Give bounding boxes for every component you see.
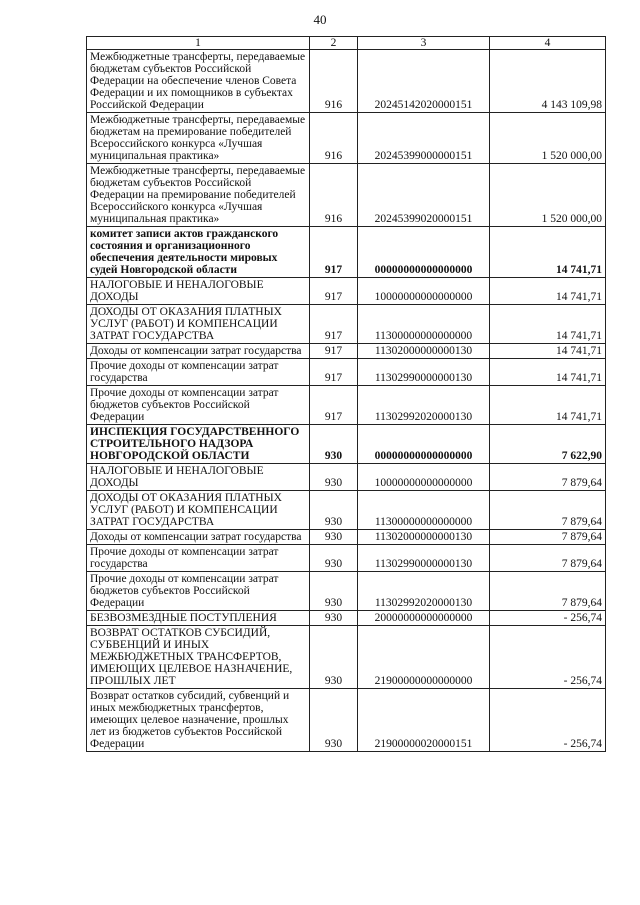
row-amount-cell: 7 879,64 (490, 491, 606, 530)
row-name-cell: ДОХОДЫ ОТ ОКАЗАНИЯ ПЛАТНЫХ УСЛУГ (РАБОТ) И КОМПЕНСАЦИИ ЗАТРАТ ГОСУДАРСТВА (87, 305, 310, 344)
row-kbk-cell: 20245399020000151 (358, 164, 490, 227)
table-row (87, 626, 606, 689)
table-row (87, 113, 606, 164)
table-row (87, 545, 606, 572)
row-code-cell: 930 (310, 491, 358, 530)
table-row (87, 386, 606, 425)
row-kbk-cell: 11302992020000130 (358, 572, 490, 611)
row-kbk-cell: 20245399000000151 (358, 113, 490, 164)
table-row (87, 305, 606, 344)
row-amount-cell: 4 143 109,98 (490, 50, 606, 113)
row-amount-cell: 14 741,71 (490, 305, 606, 344)
row-code-cell: 930 (310, 689, 358, 752)
row-amount-cell: 1 520 000,00 (490, 113, 606, 164)
row-amount-cell: 14 741,71 (490, 278, 606, 305)
row-kbk-cell: 11300000000000000 (358, 491, 490, 530)
row-code-cell: 930 (310, 611, 358, 626)
table-row (87, 344, 606, 359)
table-header-row (87, 37, 606, 50)
row-name-cell: Межбюджетные трансферты, передаваемые бюджетам на премирование победителей Всероссийского конкурса «Лучшая муниципальная практика» (87, 113, 310, 164)
row-code-cell: 930 (310, 425, 358, 464)
table-row (87, 164, 606, 227)
row-amount-cell: 1 520 000,00 (490, 164, 606, 227)
table-row (87, 359, 606, 386)
table-row (87, 50, 606, 113)
row-kbk-cell: 11302000000000130 (358, 530, 490, 545)
row-amount-cell: 7 622,90 (490, 425, 606, 464)
table-row (87, 227, 606, 278)
row-name-cell: комитет записи актов гражданского состояния и организационного обеспечения деятельности мировых судей Новгородской области (87, 227, 310, 278)
row-code-cell: 917 (310, 344, 358, 359)
row-name-cell: Доходы от компенсации затрат государства (87, 530, 310, 545)
table-row (87, 611, 606, 626)
row-code-cell: 930 (310, 464, 358, 491)
table-row (87, 491, 606, 530)
table-body (87, 50, 606, 752)
row-name-cell: НАЛОГОВЫЕ И НЕНАЛОГОВЫЕ ДОХОДЫ (87, 464, 310, 491)
row-amount-cell: 7 879,64 (490, 545, 606, 572)
column-header-1: 1 (87, 37, 310, 50)
row-name-cell: Межбюджетные трансферты, передаваемые бюджетам субъектов Российской Федерации на премирование победителей Всероссийского конкурса «Лучшая муниципальная практика» (87, 164, 310, 227)
row-name-cell: Прочие доходы от компенсации затрат бюджетов субъектов Российской Федерации (87, 572, 310, 611)
row-kbk-cell: 00000000000000000 (358, 425, 490, 464)
row-amount-cell: 7 879,64 (490, 464, 606, 491)
table-row (87, 464, 606, 491)
row-kbk-cell: 11302990000000130 (358, 359, 490, 386)
row-amount-cell: 7 879,64 (490, 530, 606, 545)
row-name-cell: БЕЗВОЗМЕЗДНЫЕ ПОСТУПЛЕНИЯ (87, 611, 310, 626)
row-kbk-cell: 00000000000000000 (358, 227, 490, 278)
row-name-cell: ДОХОДЫ ОТ ОКАЗАНИЯ ПЛАТНЫХ УСЛУГ (РАБОТ) И КОМПЕНСАЦИИ ЗАТРАТ ГОСУДАРСТВА (87, 491, 310, 530)
table-row (87, 572, 606, 611)
column-header-4: 4 (490, 37, 606, 50)
row-name-cell: Возврат остатков субсидий, субвенций и иных межбюджетных трансфертов, имеющих целевое назначение, прошлых лет из бюджетов субъектов Российской Федерации (87, 689, 310, 752)
row-code-cell: 930 (310, 545, 358, 572)
row-amount-cell: 14 741,71 (490, 359, 606, 386)
row-code-cell: 930 (310, 530, 358, 545)
row-kbk-cell: 10000000000000000 (358, 278, 490, 305)
row-code-cell: 930 (310, 626, 358, 689)
row-kbk-cell: 11300000000000000 (358, 305, 490, 344)
row-amount-cell: 7 879,64 (490, 572, 606, 611)
row-kbk-cell: 21900000000000000 (358, 626, 490, 689)
column-header-3: 3 (358, 37, 490, 50)
row-amount-cell: 14 741,71 (490, 386, 606, 425)
table-row (87, 425, 606, 464)
row-name-cell: Межбюджетные трансферты, передаваемые бюджетам субъектов Российской Федерации на обеспечение членов Совета Федерации и их помощников в субъектах Российской Федерации (87, 50, 310, 113)
row-name-cell: Прочие доходы от компенсации затрат бюджетов субъектов Российской Федерации (87, 386, 310, 425)
row-code-cell: 916 (310, 164, 358, 227)
row-code-cell: 917 (310, 278, 358, 305)
row-kbk-cell: 21900000020000151 (358, 689, 490, 752)
table-row (87, 530, 606, 545)
page-number: 40 (313, 12, 327, 27)
row-code-cell: 917 (310, 386, 358, 425)
row-kbk-cell: 11302000000000130 (358, 344, 490, 359)
row-kbk-cell: 20245142020000151 (358, 50, 490, 113)
row-kbk-cell: 11302992020000130 (358, 386, 490, 425)
row-amount-cell: - 256,74 (490, 611, 606, 626)
row-name-cell: НАЛОГОВЫЕ И НЕНАЛОГОВЫЕ ДОХОДЫ (87, 278, 310, 305)
column-header-2: 2 (310, 37, 358, 50)
row-kbk-cell: 11302990000000130 (358, 545, 490, 572)
row-code-cell: 916 (310, 113, 358, 164)
row-amount-cell: - 256,74 (490, 689, 606, 752)
row-kbk-cell: 20000000000000000 (358, 611, 490, 626)
budget-revenue-table (86, 36, 606, 752)
row-code-cell: 917 (310, 305, 358, 344)
row-amount-cell: 14 741,71 (490, 344, 606, 359)
table-row (87, 278, 606, 305)
row-name-cell: Доходы от компенсации затрат государства (87, 344, 310, 359)
row-name-cell: Прочие доходы от компенсации затрат государства (87, 545, 310, 572)
row-code-cell: 916 (310, 50, 358, 113)
row-amount-cell: 14 741,71 (490, 227, 606, 278)
row-code-cell: 917 (310, 359, 358, 386)
row-code-cell: 917 (310, 227, 358, 278)
row-amount-cell: - 256,74 (490, 626, 606, 689)
row-name-cell: ИНСПЕКЦИЯ ГОСУДАРСТВЕННОГО СТРОИТЕЛЬНОГО НАДЗОРА НОВГОРОДСКОЙ ОБЛАСТИ (87, 425, 310, 464)
row-name-cell: ВОЗВРАТ ОСТАТКОВ СУБСИДИЙ, СУБВЕНЦИЙ И ИНЫХ МЕЖБЮДЖЕТНЫХ ТРАНСФЕРТОВ, ИМЕЮЩИХ ЦЕЛЕВОЕ НАЗНАЧЕНИЕ, ПРОШЛЫХ ЛЕТ (87, 626, 310, 689)
row-kbk-cell: 10000000000000000 (358, 464, 490, 491)
row-code-cell: 930 (310, 572, 358, 611)
row-name-cell: Прочие доходы от компенсации затрат государства (87, 359, 310, 386)
table-row (87, 689, 606, 752)
